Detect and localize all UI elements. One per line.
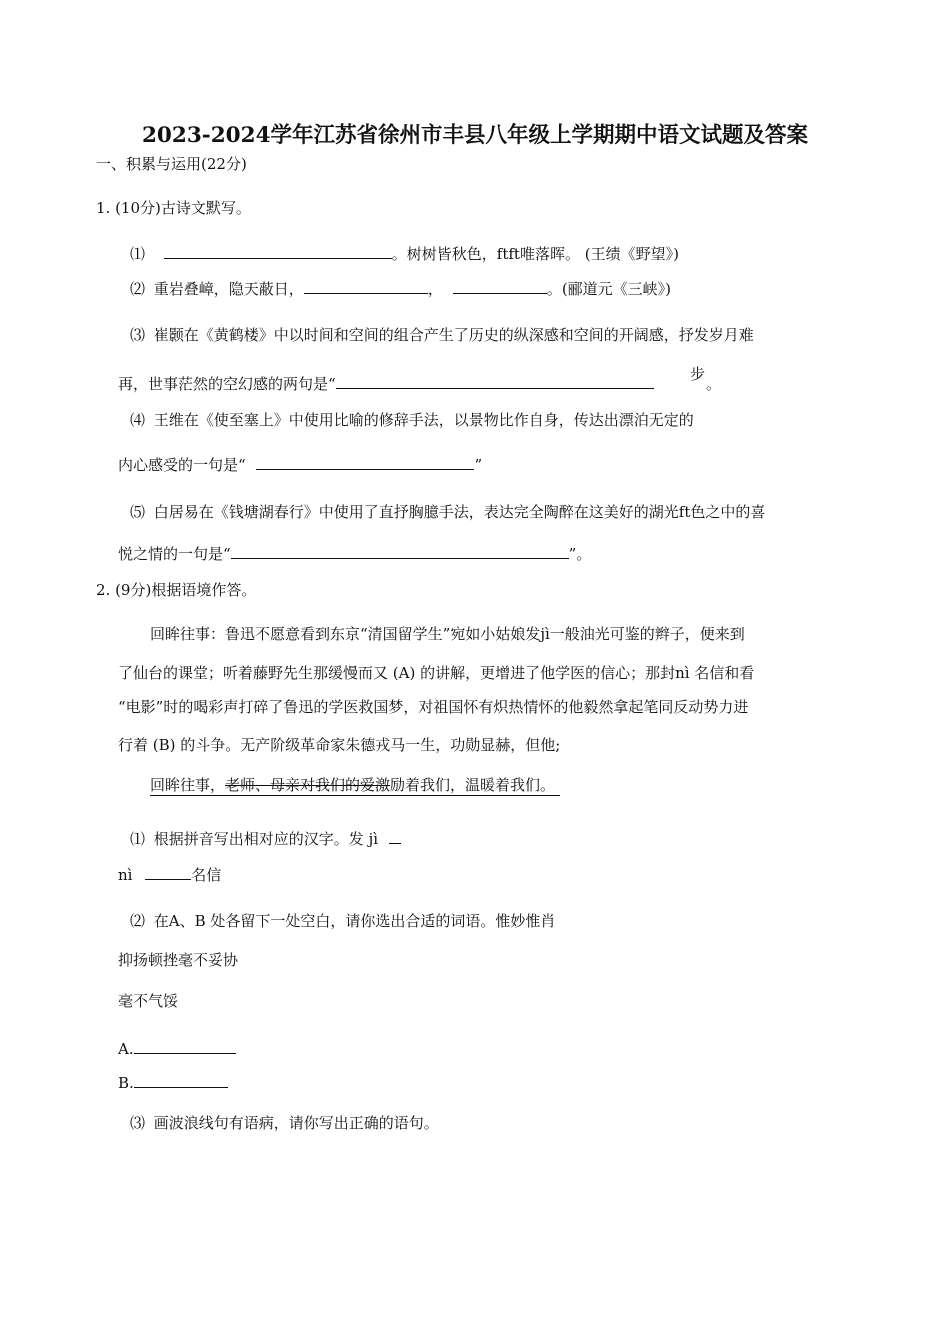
q1-item-4-line2 (118, 453, 482, 475)
document-title: 2023-2024学年江苏省徐州市丰县八年级上学期期中语文试题及答案 (141, 123, 809, 148)
passage-line-1: 回眸往事：鲁迅不愿意看到东京“清国留学生”宛如小姑娘发jì一般油光可鉴的辫子，便来到 (150, 625, 745, 643)
answer-blank[interactable] (145, 863, 191, 880)
q1-item-1 (130, 242, 679, 264)
item-text: 。(郦道元《三峡》) (546, 280, 672, 298)
item-text: 内心感受的一句是“ (118, 456, 246, 474)
item-text: ” (474, 456, 483, 474)
answer-blank[interactable] (453, 277, 547, 294)
question-2-header: 2. (9分)根据语境作答。 (96, 581, 257, 599)
section-heading: 一、积累与运用(22分) (96, 155, 247, 173)
item-text: 王维在《使至塞上》中使用比喻的修辞手法，以景物比作自身，传达出漂泊无定的 (153, 411, 694, 429)
item-text: 再，世事茫然的空幻感的两句是“ (118, 375, 336, 393)
q1-item-5-line2 (118, 542, 591, 564)
item-text: A. (118, 1040, 134, 1058)
item-text: B. (118, 1074, 134, 1092)
item-text: 在A、B 处各留下一处空白，请你选出合适的词语。惟妙惟肖 (153, 912, 556, 930)
answer-blank[interactable] (134, 1071, 228, 1088)
answer-blank[interactable] (389, 827, 401, 844)
answer-blank[interactable] (164, 242, 392, 259)
answer-blank[interactable] (304, 277, 428, 294)
q2-item-1 (130, 827, 401, 849)
passage-line-5 (150, 775, 560, 795)
q1-item-5-line1 (130, 502, 765, 522)
passage-line-4: 行着 (B) 的斗争。无产阶级革命家朱德戎马一生，功勋显赫，但他; (118, 736, 561, 754)
item-number: ⑷ (130, 411, 146, 429)
q1-item-3-end: 。 (706, 375, 722, 393)
passage-line-3: “电影”时的喝彩声打碎了鲁迅的学医救国梦，对祖国怀有炽热情怀的他毅然拿起笔同反动势力进 (118, 698, 749, 716)
q1-item-4-line1 (130, 410, 694, 430)
passage-text: 回眸往事， (150, 776, 226, 794)
answer-blank[interactable] (256, 453, 474, 470)
q1-item-3-line1 (130, 325, 754, 345)
item-number: ⑵ (130, 912, 146, 930)
q2-blank-a (118, 1037, 236, 1059)
q1-item-2 (130, 277, 671, 299)
item-text: ， (427, 280, 443, 298)
item-text: 根据拼音写出相对应的汉字。发 jì (153, 830, 379, 848)
q2-option-line-1: 抑扬顿挫毫不妥协 (118, 951, 239, 969)
passage-strikethrough: 老师、母亲对我们的爱激 (225, 776, 391, 794)
q2-option-line-2: 毫不气馁 (118, 992, 179, 1010)
passage-text: 励着我们，温暖着我们。 (390, 776, 556, 794)
item-number: ⑴ (130, 830, 146, 848)
item-text: 。树树皆秋色，ftft唯落晖。 (王绩《野望》) (391, 245, 679, 263)
item-number: ⑴ (130, 245, 146, 263)
answer-blank[interactable] (231, 542, 569, 559)
q2-blank-b (118, 1071, 228, 1093)
item-text: 名信 (191, 866, 222, 884)
q2-item-2 (130, 911, 555, 931)
item-text: 悦之情的一句是“ (118, 545, 231, 563)
q2-item-1-ni (118, 863, 221, 885)
question-1-header: 1. (10分)古诗文默写。 (96, 199, 251, 217)
item-text: ”。 (568, 545, 592, 563)
item-text: nì (118, 866, 133, 884)
passage-line-2: 了仙台的课堂；听着藤野先生那缓慢而又 (A) 的讲解，更增进了他学医的信心；那封nì 名信和看 (118, 664, 755, 682)
q1-item-3-line2 (118, 372, 654, 394)
item-number: ⑶ (130, 326, 146, 344)
answer-blank[interactable] (336, 372, 654, 389)
answer-blank[interactable] (134, 1037, 236, 1054)
item-text: 崔颢在《黄鹤楼》中以时间和空间的组合产生了历史的纵深感和空间的开阔感，抒发岁月难 (153, 326, 754, 344)
q1-item-3-step: 步 (690, 365, 706, 383)
q2-item-3 (130, 1113, 439, 1133)
item-number: ⑶ (130, 1114, 146, 1132)
item-number: ⑵ (130, 280, 146, 298)
item-text: 画波浪线句有语病，请你写出正确的语句。 (153, 1114, 439, 1132)
item-text: 白居易在《钱塘湖春行》中使用了直抒胸臆手法，表达完全陶醉在这美好的湖光ft色之中的喜 (153, 503, 766, 521)
item-text: 重岩叠嶂，隐天蔽日， (153, 280, 304, 298)
item-number: ⑸ (130, 503, 146, 521)
